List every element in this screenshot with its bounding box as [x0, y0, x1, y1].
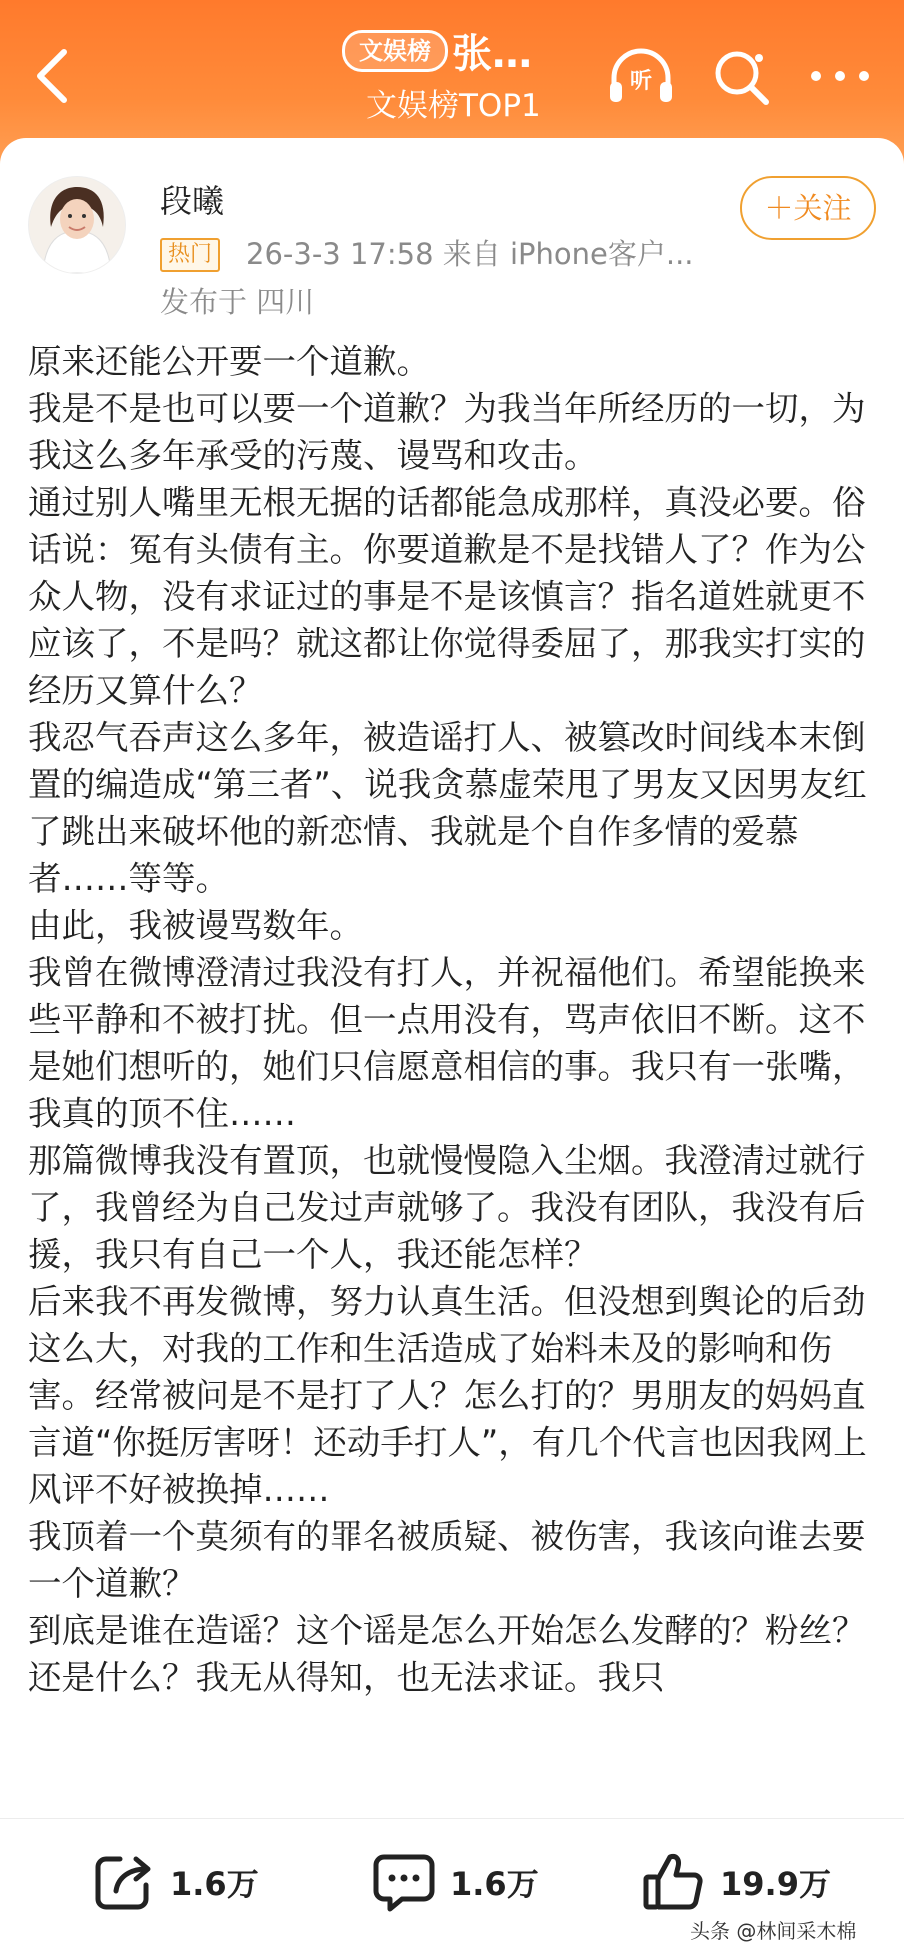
post-body	[28, 338, 878, 1933]
post-paragraph: 通过别人嘴里无根无据的话都能急成那样，真没必要。俗话说：冤有头债有主。你要道歉是不是找错人了？作为公众人物，没有求证过的事是不是该慎言？指名道姓就更不应该了，不是吗？就这都让你觉得委屈了，那我实打实的经历又算什么？	[28, 483, 866, 710]
post-paragraph: 我是不是也可以要一个道歉？为我当年所经历的一切，为我这么多年承受的污蔑、谩骂和攻击。	[28, 389, 866, 475]
listen-label: 听	[629, 69, 653, 94]
watermark: 头条 @林间采木棉	[690, 1919, 857, 1943]
hot-tag: 热门	[160, 238, 220, 272]
author-avatar-image	[29, 177, 125, 273]
more-button[interactable]	[806, 56, 874, 96]
listen-button[interactable]	[606, 46, 676, 106]
avatar[interactable]	[28, 176, 126, 274]
follow-button[interactable]: ＋关注	[740, 176, 876, 240]
like-count: 19.9万	[720, 1865, 831, 1903]
post-card	[0, 138, 904, 1953]
repost-count: 1.6万	[170, 1865, 259, 1903]
search-button[interactable]	[710, 46, 772, 108]
post-location: 发布于 四川	[160, 285, 315, 319]
back-button[interactable]	[28, 46, 78, 106]
post-paragraph: 到底是谁在造谣？这个谣是怎么开始怎么发酵的？粉丝？还是什么？我无从得知，也无法求证。我只	[28, 1611, 866, 1697]
ranking-badge: 文娱榜	[342, 30, 448, 72]
thumbs-up-icon	[642, 1849, 706, 1913]
back-icon	[28, 46, 78, 106]
search-icon	[710, 46, 772, 108]
post-meta: 26-3-3 17:58 来自 iPhone客户...	[246, 237, 694, 271]
author-name[interactable]: 段曦	[160, 182, 225, 220]
post-paragraph: 由此，我被谩骂数年。	[28, 906, 363, 945]
comment-icon	[372, 1849, 436, 1913]
post-paragraph: 我忍气吞声这么多年，被造谣打人、被篡改时间线本末倒置的编造成“第三者”、说我贪慕虚荣甩了男友又因男友红了跳出来破坏他的新恋情、我就是个自作多情的爱慕者……等等。	[28, 718, 867, 898]
repost-icon	[92, 1849, 156, 1913]
more-icon	[806, 56, 874, 96]
post-paragraph: 那篇微博我没有置顶，也就慢慢隐入尘烟。我澄清过就行了，我曾经为自己发过声就够了。我没有团队，我没有后援，我只有自己一个人，我还能怎样？	[28, 1141, 866, 1274]
action-bar	[0, 1818, 904, 1954]
post-paragraph: 我曾在微博澄清过我没有打人，并祝福他们。希望能换来些平静和不被打扰。但一点用没有，骂声依旧不断。这不是她们想听的，她们只信愿意相信的事。我只有一张嘴，我真的顶不住……	[28, 953, 866, 1133]
post-paragraph: 后来我不再发微博，努力认真生活。但没想到舆论的后劲这么大，对我的工作和生活造成了始料未及的影响和伤害。经常被问是不是打了人？怎么打的？男朋友的妈妈直言道“你挺厉害呀！还动手打人”，有几个代言也因我网上风评不好被换掉……	[28, 1282, 867, 1509]
page-title: 张…	[452, 31, 532, 77]
comment-count: 1.6万	[450, 1865, 539, 1903]
post-paragraph: 原来还能公开要一个道歉。	[28, 342, 430, 381]
ranking-subtitle[interactable]: 文娱榜TOP1	[366, 88, 541, 124]
post-paragraph: 我顶着一个莫须有的罪名被质疑、被伤害，我该向谁去要一个道歉？	[28, 1517, 866, 1603]
headphones-icon	[606, 46, 676, 106]
